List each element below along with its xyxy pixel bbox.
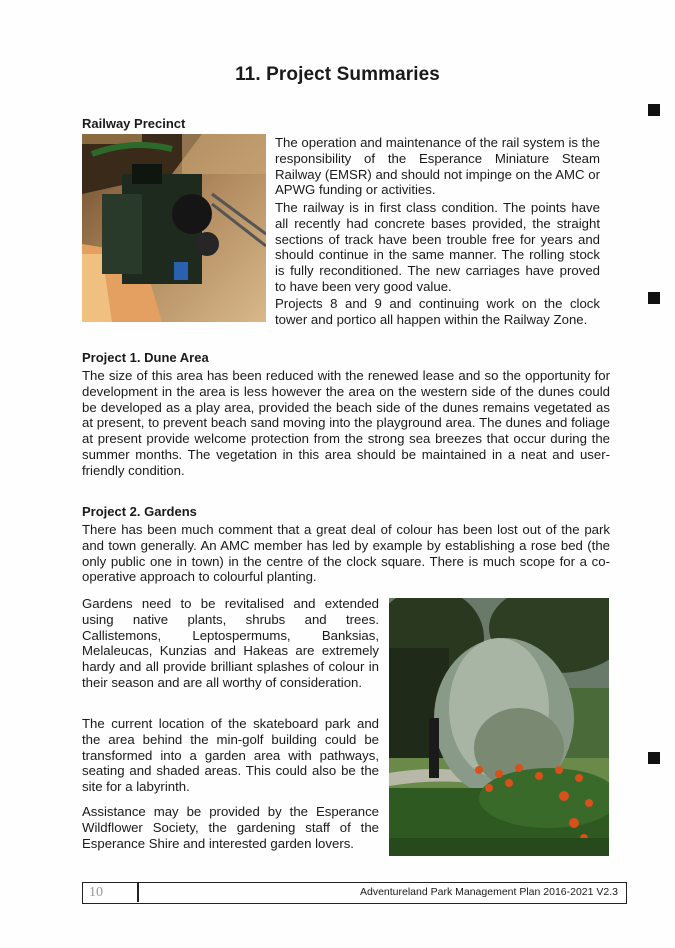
- project2-paragraph-1: Gardens need to be revitalised and extended using native plants, shrubs and trees. Callistemons, Leptospermums, Banksias, Melaleucas, Kunzias and Hakeas are extremely hardy and all provide brilliant splashes of colour in their season and are all worthy of consideration.: [82, 596, 379, 690]
- project1-text: The size of this area has been reduced with the renewed lease and so the opportunity for development in the area is less however the area on the western side of the dunes could be developed as a play area, provided the beach side of the dunes remains vegetated as at present, to prevent beach sand moving into the playground area. The dunes and foliage at present provide welcome protection from the strong sea breezes that occur during the summer months. The vegetation in this area should be maintained in a neat and user-friendly condition.: [82, 368, 610, 478]
- railway-paragraph-3: Projects 8 and 9 and continuing work on the clock tower and portico all happen within the Railway Zone.: [275, 296, 600, 327]
- project1-heading: Project 1. Dune Area: [82, 350, 209, 365]
- project2-intro: There has been much comment that a great deal of colour has been lost out of the park and town generally. An AMC member has led by example by establishing a rose bed (the only public one in town) in the centre of the clock square. There is much scope for a co-operative approach to colourful planting.: [82, 522, 610, 585]
- project2-heading: Project 2. Gardens: [82, 504, 197, 519]
- margin-marker: [648, 104, 660, 116]
- project2-paragraph-3: Assistance may be provided by the Esperance Wildflower Society, the gardening staff of the Esperance Shire and interested garden lovers.: [82, 804, 379, 851]
- railway-paragraph-1: The operation and maintenance of the rail system is the responsibility of the Esperance Miniature Steam Railway (EMSR) and should not impinge on the AMC or APWG funding or activities.: [275, 135, 600, 198]
- garden-photo: [389, 598, 609, 856]
- railway-paragraph-2: The railway is in first class condition. The points have all recently had concrete bases provided, the straight sections of track have been trouble free for years and should continue in the same manner. The rolling stock is fully reconditioned. The new carriages have proved to have been very good value.: [275, 200, 600, 294]
- margin-marker: [648, 292, 660, 304]
- project2-paragraph-2: The current location of the skateboard park and the area behind the min-golf building could be transformed into a garden area with pathways, seating and shaded areas. This could also be the site for a labyrinth.: [82, 716, 379, 795]
- footer-document-title: Adventureland Park Management Plan 2016-2021 V2.3: [359, 886, 618, 898]
- page-title: 11. Project Summaries: [235, 64, 440, 85]
- page-footer: [82, 882, 627, 904]
- margin-marker: [648, 752, 660, 764]
- page-number: 10: [83, 883, 139, 902]
- railway-photo: [82, 134, 266, 322]
- railway-heading: Railway Precinct: [82, 116, 186, 131]
